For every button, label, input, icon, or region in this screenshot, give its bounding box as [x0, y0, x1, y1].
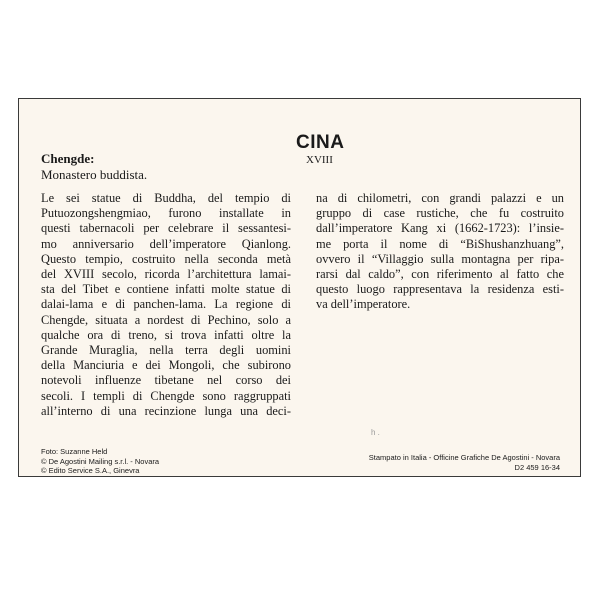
place-heading: Chengde:	[41, 151, 95, 166]
printer-info	[369, 453, 560, 472]
body-text-left-column	[41, 191, 291, 419]
card-number: XVIII	[306, 154, 333, 166]
body-line: all’interno di una recinzione lunga una deci-	[41, 403, 291, 418]
body-line: Le sei statue di Buddha, del tempio di	[41, 191, 291, 205]
credit-line: Foto: Suzanne Held	[41, 447, 108, 456]
postcard-back	[18, 98, 581, 477]
body-line: secoli. I templi di Chengde sono raggruppati	[41, 388, 291, 403]
credit-line: © Edito Service S.A., Ginevra	[41, 466, 140, 475]
body-line: rarsi dal caldo”, con riferimento al fatto che	[316, 267, 564, 282]
body-line: questo luogo rappresentava la residenza esti-	[316, 282, 564, 297]
body-line: dall’imperatore Kang xi (1662-1723): l’insie-	[316, 221, 564, 236]
card-title: CINA	[296, 132, 345, 153]
credit-line: © De Agostini Mailing s.r.l. - Novara	[41, 456, 160, 466]
photo-credits	[41, 447, 159, 476]
printer-code: D2 459 16-34	[514, 462, 560, 472]
body-line: va dell’imperatore.	[316, 297, 411, 312]
pencil-mark: h .	[371, 428, 380, 437]
body-line: ovvero il “Villaggio sulla montagna per ripa-	[316, 251, 564, 266]
body-line: dalai-lama e di panchen-lama. La regione di	[41, 297, 291, 312]
body-line: gruppo di case rustiche, che fu costruito	[316, 206, 564, 221]
body-line: Chengde, situata a nordest di Pechino, solo a	[41, 312, 291, 327]
body-line: Grande Muraglia, nella terra degli uomini	[41, 343, 291, 358]
body-line: notevoli influenze tibetane nel corso dei	[41, 373, 291, 388]
printer-line: Stampato in Italia - Officine Grafiche De Agostini - Novara	[368, 453, 560, 462]
body-line: del XVIII secolo, ricorda l’architettura lamai-	[41, 267, 291, 282]
body-line: mo anniversario dell’imperatore Qianlong.	[41, 236, 291, 251]
body-line: questi tabernacoli per celebrare il sessantesi-	[41, 221, 291, 236]
body-line: Questo tempio, costruito nella seconda metà	[41, 251, 291, 266]
body-text-right-column	[316, 191, 564, 313]
body-line: sta del Tibet e contiene infatti molte statue di	[41, 282, 291, 297]
body-line: Putuozongshengmiao, furono installate in	[41, 206, 291, 221]
body-line: me porta il nome di “BiShushanzhuang”,	[316, 236, 564, 251]
body-line: della Manciuria e dei Mongoli, che subirono	[41, 358, 291, 373]
body-line: na di chilometri, con grandi palazzi e un	[316, 191, 564, 205]
body-line: qualche ora di treno, si trova infatti oltre la	[41, 327, 291, 342]
place-subtitle: Monastero buddista.	[41, 167, 148, 182]
